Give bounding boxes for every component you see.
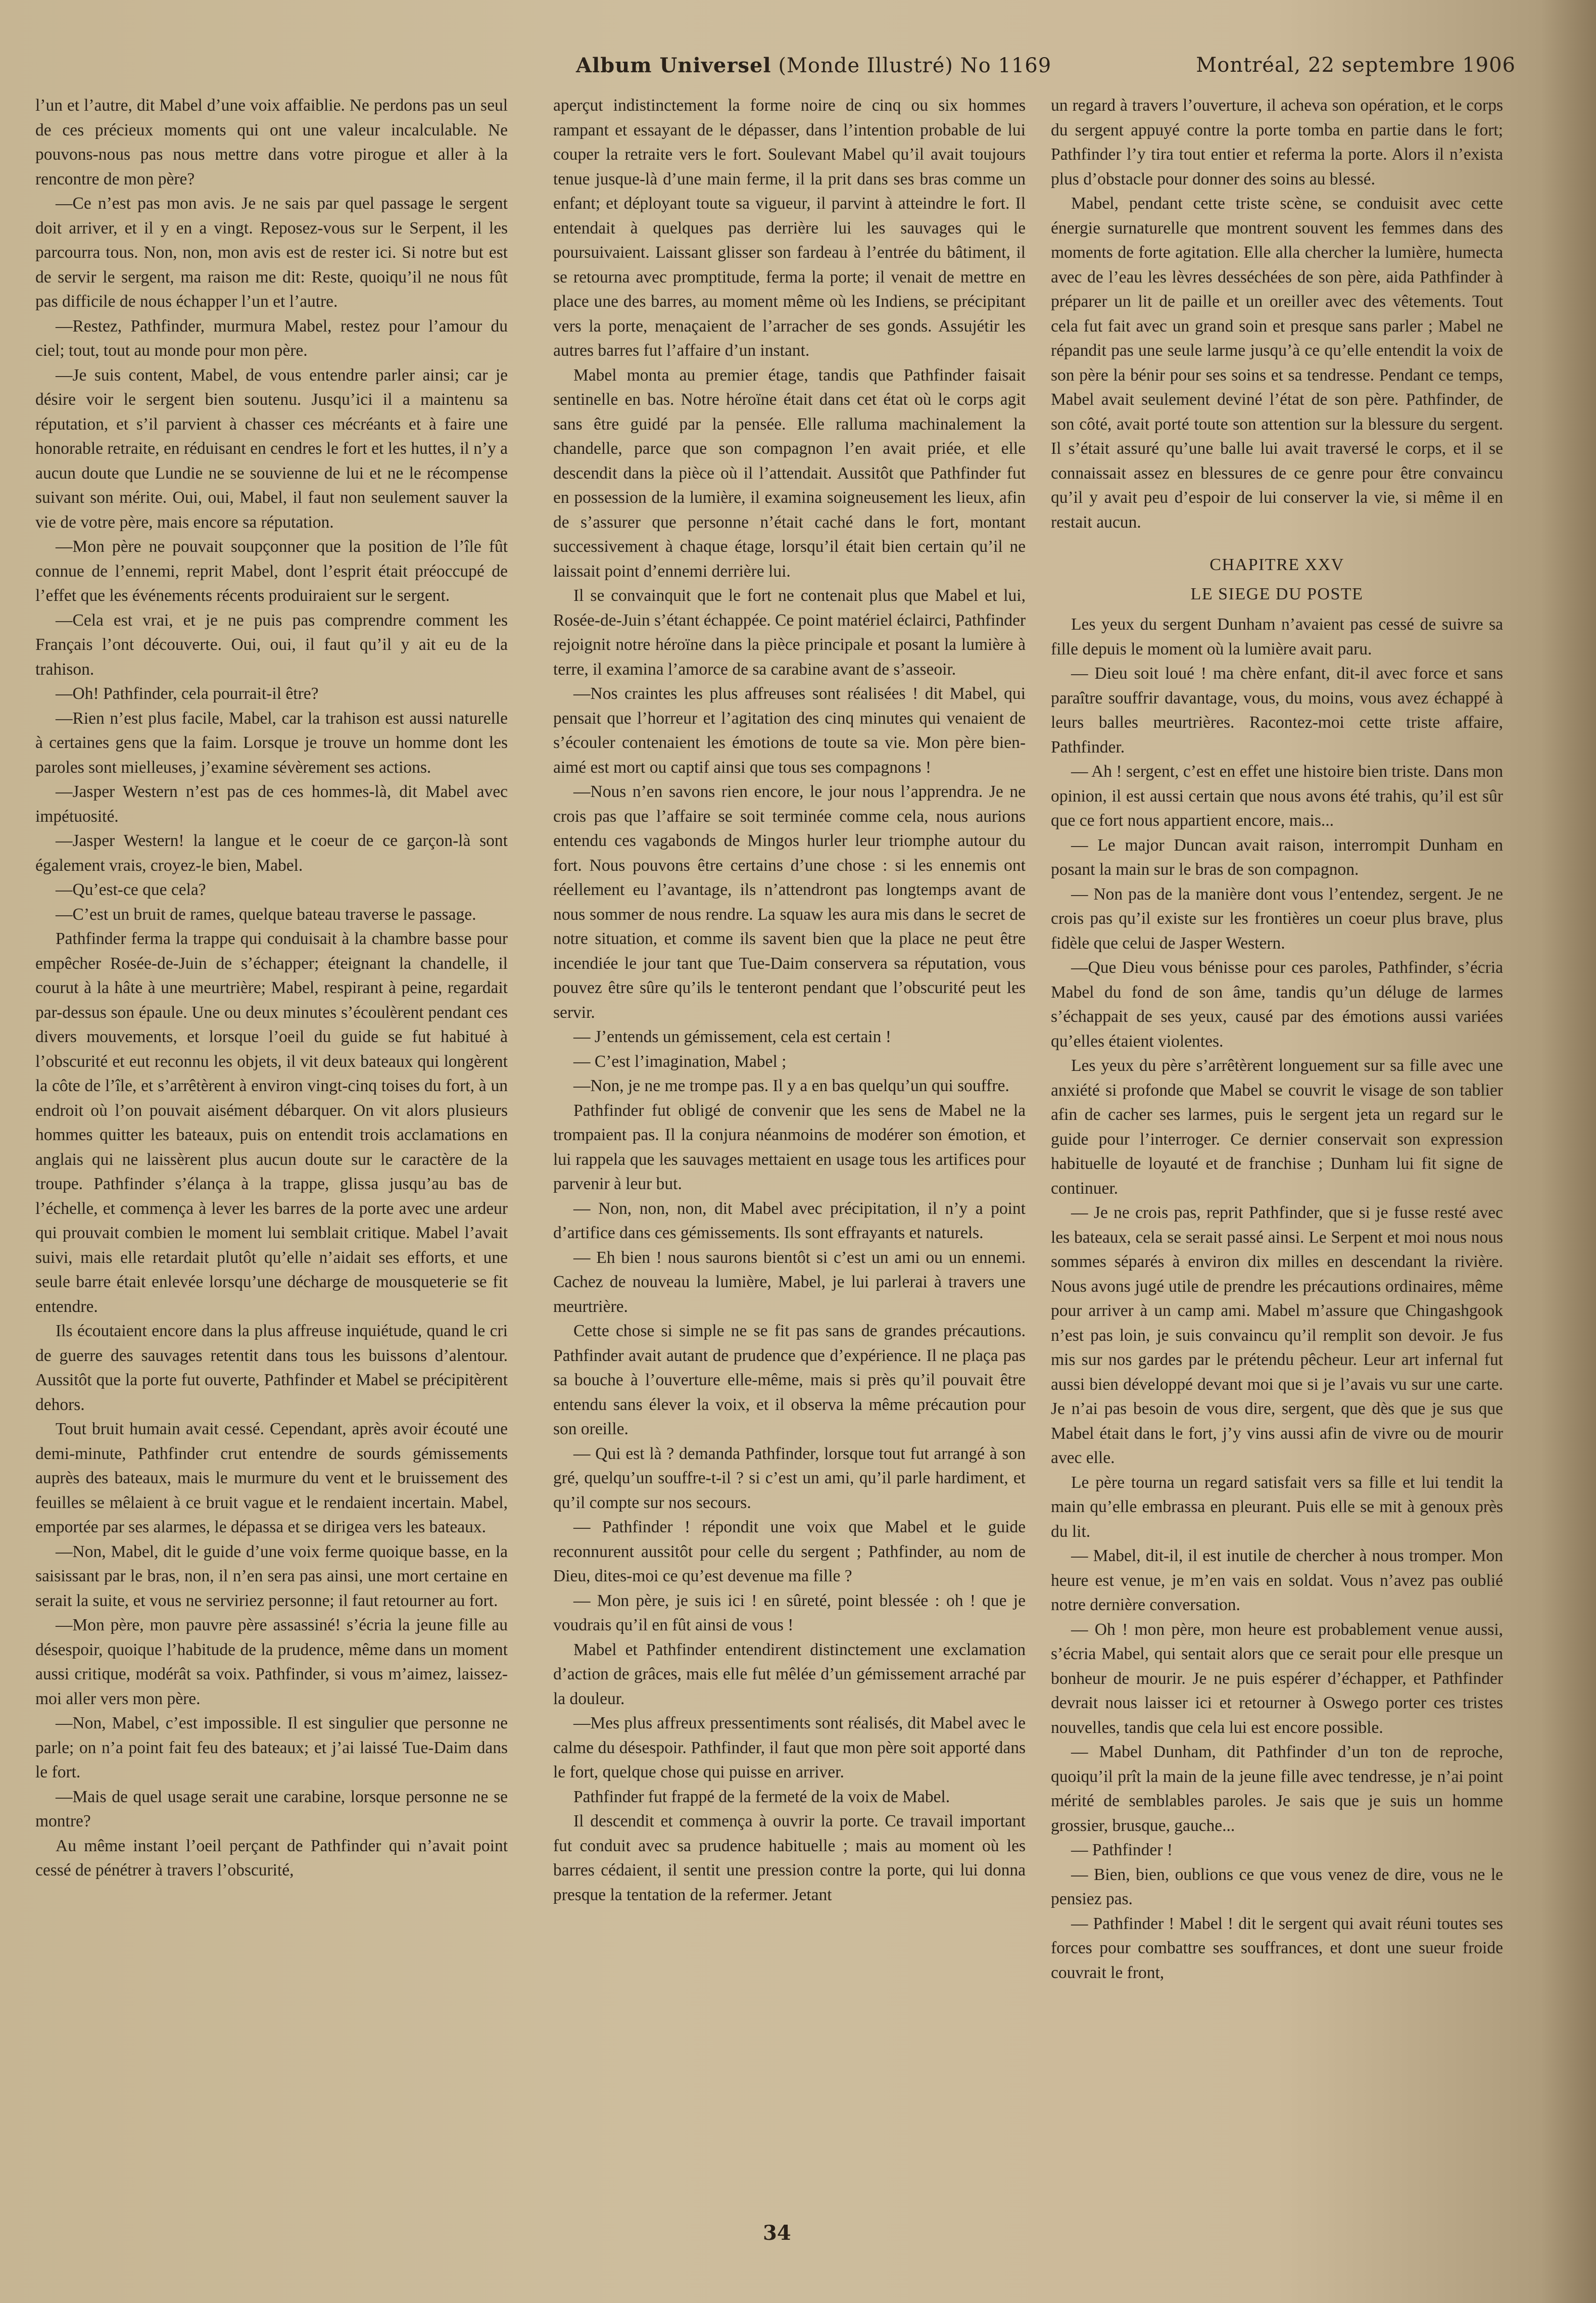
paragraph: — Eh bien ! nous saurons bientôt si c’est un ami ou un ennemi. Cachez de nouveau la lumière, Mabel, je lui parlerai à travers une meurtrière. bbox=[553, 1248, 1026, 1316]
paragraph: —Oh! Pathfinder, cela pourrait-il être? bbox=[56, 684, 319, 703]
publication-subtitle: (Monde Illustré) bbox=[778, 54, 953, 77]
paragraph: — Pathfinder ! répondit une voix que Mabel et le guide reconnurent aussitôt pour celle du sergent ; Pathfinder, au nom de Dieu, dites-moi ce qu’est devenue ma fille ? bbox=[553, 1518, 1026, 1585]
paragraph: —Cela est vrai, et je ne puis pas comprendre comment les Français l’ont découverte. Oui, oui, il faut qu’il y ait eu de la trahison. bbox=[35, 610, 508, 679]
text-column-1 bbox=[35, 93, 508, 2145]
text-column-2 bbox=[553, 93, 1026, 2145]
paragraph: Il descendit et commença à ouvrir la porte. Ce travail important fut conduit avec sa prudence habituelle ; mais au moment où les barres cédaient, il sentit une pression contre la porte, qui lui donna presque la tentation de la refermer. Jetant bbox=[553, 1812, 1026, 1904]
paragraph: — Pathfinder ! Mabel ! dit le sergent qui avait réuni toutes ses forces pour combattre ses souffrances, et dont une sueur froide couvrait le front, bbox=[1051, 1914, 1503, 1982]
paragraph: —Mes plus affreux pressentiments sont réalisés, dit Mabel avec le calme du désespoir. Pathfinder, il faut que mon père soit apporté dans le fort, quelque chose qui puisse en arriver. bbox=[553, 1714, 1026, 1781]
paragraph: —C’est un bruit de rames, quelque bateau traverse le passage. bbox=[56, 905, 476, 924]
paragraph: aperçut indistinctement la forme noire de cinq ou six hommes rampant et essayant de le dépasser, dans l’intention probable de lui couper la retraite vers le fort. Soulevant Mabel qu’il avait toujours tenue jusque-là d’une main ferme, il la prit dans ses bras comme un enfant; et déployant toute sa vigueur, il parvint à atteindre le fort. Il entendait à quelques pas derrière lui les sauvages qui le poursuivaient. Laissant glisser son fardeau à l’entrée du bâtiment, il se retourna avec promptitude, ferma la porte; il venait de mettre en place une des barres, au moment même où les Indiens, se précipitant vers la porte, menaçaient de l’arracher de ses gonds. Assujétir les autres barres fut l’affaire d’un instant. bbox=[553, 96, 1026, 360]
paragraph: Mabel et Pathfinder entendirent distinctement une exclamation d’action de grâces, mais elle fut mêlée d’un gémissement arraché par la douleur. bbox=[553, 1640, 1026, 1708]
paragraph: — Non, non, non, dit Mabel avec précipitation, il n’y a point d’artifice dans ces gémissements. Ils sont effrayants et naturels. bbox=[553, 1199, 1026, 1242]
paragraph: Pathfinder fut obligé de convenir que les sens de Mabel ne la trompaient pas. Il la conjura néanmoins de modérer son émotion, et lui rappela que les sauvages mettaient en usage tous les artifices pour parvenir à leur but. bbox=[553, 1101, 1026, 1193]
paragraph: — J’entends un gémissement, cela est certain ! bbox=[573, 1027, 891, 1046]
paragraph: —Qu’est-ce que cela? bbox=[56, 880, 206, 899]
paragraph: —Que Dieu vous bénisse pour ces paroles, Pathfinder, s’écria Mabel du fond de son âme, tandis qu’un déluge de larmes s’échappait de ses yeux, causé par des émotions aussi variées qu’elles étaient violentes. bbox=[1051, 958, 1503, 1051]
paragraph: — Oh ! mon père, mon heure est probablement venue aussi, s’écria Mabel, qui sentait alors que ce serait pour elle presque un bonheur de mourir. Je ne puis espérer d’échapper, et Pathfinder devrait nous laisser ici et retourner à Oswego porter ces tristes nouvelles, tandis que cela lui est encore possible. bbox=[1051, 1620, 1503, 1737]
paragraph: Ils écoutaient encore dans la plus affreuse inquiétude, quand le cri de guerre des sauvages retentit dans tous les buissons d’alentour. Aussitôt que la porte fut ouverte, Pathfinder et Mabel se précipitèrent dehors. bbox=[35, 1322, 508, 1414]
paragraph: — Bien, bien, oublions ce que vous venez de dire, vous ne le pensiez pas. bbox=[1051, 1865, 1503, 1908]
paragraph: —Nous n’en savons rien encore, le jour nous l’apprendra. Je ne crois pas que l’affaire se soit terminée comme cela, nous aurions entendu ces vagabonds de Mingos hurler leur triomphe autour du fort. Nous pouvons être certains d’une chose : si les ennemis ont réellement eu l’avantage, ils n’attendront pas longtemps avant de nous sommer de nous rendre. La squaw les aura mis dans le secret de notre situation, et comme ils savent bien que la place ne peut être incendiée le jour tant que Tue-Daim conservera sa réputation, vous pouvez être sûre qu’ils le tenteront pendant que l’obscurité peut les servir. bbox=[553, 782, 1026, 1022]
paragraph: — Qui est là ? demanda Pathfinder, lorsque tout fut arrangé à son gré, quelqu’un souffre-t-il ? si c’est un ami, qu’il parle hardiment, et qu’il compte sur nos secours. bbox=[553, 1444, 1026, 1512]
text-column-3 bbox=[1051, 93, 1503, 2145]
chapter-title: CHAPITRE XXV bbox=[1210, 555, 1344, 574]
column-3-text-after bbox=[1051, 613, 1503, 1985]
paragraph: — C’est l’imagination, Mabel ; bbox=[573, 1052, 787, 1071]
publication-title: Album Universel bbox=[576, 54, 771, 77]
paragraph: Les yeux du sergent Dunham n’avaient pas cessé de suivre sa fille depuis le moment où la lumière avait paru. bbox=[1051, 615, 1503, 659]
paragraph: —Restez, Pathfinder, murmura Mabel, restez pour l’amour du ciel; tout, tout au monde pour mon père. bbox=[35, 316, 508, 360]
paragraph: — Mon père, je suis ici ! en sûreté, point blessée : oh ! que je voudrais qu’il en fût ainsi de vous ! bbox=[553, 1591, 1026, 1634]
paragraph: Au même instant l’oeil perçant de Pathfinder qui n’avait point cessé de pénétrer à travers l’obscurité, bbox=[35, 1836, 508, 1879]
paragraph: —Mais de quel usage serait une carabine, lorsque personne ne se montre? bbox=[35, 1787, 508, 1830]
paragraph: Cette chose si simple ne se fit pas sans de grandes précautions. Pathfinder avait autant de prudence que d’expérience. Il ne plaça pas sa bouche à l’ouverture elle-même, mais si près qu’il pouvait être entendu sans élever la voix, et il observa la même précaution pour son oreille. bbox=[553, 1322, 1026, 1438]
paragraph: Il se convainquit que le fort ne contenait plus que Mabel et lui, Rosée-de-Juin s’étant échappée. Ce point matériel éclairci, Pathfinder rejoignit notre héroïne dans la pièce principale et posant la lumière à terre, il examina l’amorce de sa carabine avant de s’asseoir. bbox=[553, 586, 1026, 679]
paragraph: Tout bruit humain avait cessé. Cependant, après avoir écouté une demi-minute, Pathfinder crut entendre de sourds gémissements auprès des bateaux, mais le murmure du vent et le bruissement des feuilles se mêlaient à ce bruit vague et le rendaient incertain. Mabel, emportée par ses alarmes, le dépassa et se dirigea vers les bateaux. bbox=[35, 1420, 508, 1536]
paragraph: — Le major Duncan avait raison, interrompit Dunham en posant la main sur le bras de son compagnon. bbox=[1051, 835, 1503, 879]
paragraph: — Non pas de la manière dont vous l’entendez, sergent. Je ne crois pas qu’il existe sur les frontières un coeur plus brave, plus fidèle que celui de Jasper Western. bbox=[1051, 884, 1503, 953]
paragraph: Le père tourna un regard satisfait vers sa fille et lui tendit la main qu’elle embrassa en pleurant. Puis elle se mit à genoux près du lit. bbox=[1051, 1473, 1503, 1541]
paragraph: —Jasper Western! la langue et le coeur de ce garçon-là sont également vrais, croyez-le bien, Mabel. bbox=[35, 831, 508, 875]
paragraph: Pathfinder ferma la trappe qui conduisait à la chambre basse pour empêcher Rosée-de-Juin de s’échapper; éteignant la chandelle, il courut à la hâte à une meurtrière; Mabel, respirant à peine, regardait par-dessus son épaule. Une ou deux minutes s’écoulèrent pendant ces divers mouvements, et lorsque l’oeil du guide se fut habitué à l’obscurité et eut reconnu les objets, il vit deux bateaux qui longèrent la côte de l’île, et s’arrêtèrent à environ vingt-cinq toises du fort, à un endroit où l’on pouvait aisément débarquer. On vit alors plusieurs hommes quitter les bateaux, puis on entendit trois acclamations en anglais qui ne laissèrent plus aucun doute sur le caractère de la troupe. Pathfinder s’élança à la trappe, glissa jusqu’au bas de l’échelle, et commença à lever les barres de la porte avec une ardeur qui prouvait combien le moment lui semblait critique. Mabel l’avait suivi, mais elle retardait plutôt qu’elle n’aidait ses efforts, et une seule barre était enlevée lorsqu’une décharge de mousqueterie se fit entendre. bbox=[35, 929, 508, 1316]
chapter-subtitle: LE SIEGE DU POSTE bbox=[1190, 585, 1364, 603]
paragraph: —Ce n’est pas mon avis. Je ne sais par quel passage le sergent doit arriver, et il y en a vingt. Reposez-vous sur le Serpent, il les parcourra tous. Non, non, mon avis est de rester ici. Si notre but est de servir le sergent, ma raison me dit: Reste, quoiqu’il ne nous fût pas difficile de nous échapper l’un et l’autre. bbox=[35, 194, 508, 311]
paragraph: —Non, Mabel, dit le guide d’une voix ferme quoique basse, en la saisissant par le bras, non, il n’en sera pas ainsi, une mort certaine en serait la suite, et vous ne serviriez personne; il faut retourner au fort. bbox=[35, 1542, 508, 1610]
page-number: 34 bbox=[763, 2221, 791, 2245]
page-edge-shadow bbox=[1540, 0, 1596, 2303]
paragraph: l’un et l’autre, dit Mabel d’une voix affaiblie. Ne perdons pas un seul de ces précieux moments qui ont une valeur incalculable. Ne pouvons-nous pas nous mettre dans votre pirogue et aller à la rencontre de mon père? bbox=[35, 96, 508, 189]
paragraph: — Dieu soit loué ! ma chère enfant, dit-il avec force et sans paraître souffrir davantage, vous, du moins, vous avez échappé à leurs balles meurtrières. Racontez-moi cette triste affaire, Pathfinder. bbox=[1051, 664, 1503, 757]
paragraph: un regard à travers l’ouverture, il acheva son opération, et le corps du sergent appuyé contre la porte tomba en partie dans le fort; Pathfinder l’y tira tout entier et referma la porte. Alors il n’exista plus d’obstacle pour donner des soins au blessé. bbox=[1051, 96, 1503, 189]
paragraph: Les yeux du père s’arrêtèrent longuement sur sa fille avec une anxiété si profonde que Mabel se couvrit le visage de son tablier afin de cacher ses larmes, puis le sergent jeta un regard sur le guide pour l’interroger. Ce dernier conservait son expression habituelle de loyauté et de franchise ; Dunham lui fit signe de continuer. bbox=[1051, 1056, 1503, 1198]
page-header bbox=[40, 51, 1516, 91]
paragraph: Pathfinder fut frappé de la fermeté de la voix de Mabel. bbox=[573, 1787, 950, 1806]
issue-date: Montréal, 22 septembre 1906 bbox=[1196, 54, 1516, 77]
column-3-text-before bbox=[1051, 93, 1503, 535]
publication-line bbox=[576, 54, 1051, 77]
paragraph: —Mon père, mon pauvre père assassiné! s’écria la jeune fille au désespoir, quoique l’habitude de la prudence, même dans un moment aussi critique, modérât sa voix. Pathfinder, si vous m’aimez, laissez-moi aller vers mon père. bbox=[35, 1616, 508, 1708]
paragraph: — Je ne crois pas, reprit Pathfinder, que si je fusse resté avec les bateaux, cela se serait passé ainsi. Le Serpent et moi nous nous sommes séparés à environ dix milles en descendant la rivière. Nous avons jugé utile de prendre les précautions ordinaires, même pour arriver à un camp ami. Mabel m’assure que Chingashgook n’est pas loin, je suis convaincu qu’il remplit son devoir. Je fus mis sur nos gardes par le prétendu pêcheur. Leur art infernal fut aussi bien développé devant moi que si je l’avais vu sur une carte. Je n’ai pas besoin de vous dire, sergent, que dès que je sus que Mabel était dans le fort, j’y vins aussi afin de vivre ou de mourir avec elle. bbox=[1051, 1203, 1503, 1467]
paragraph: —Je suis content, Mabel, de vous entendre parler ainsi; car je désire voir le sergent bien soutenu. Jusqu’ici il a maintenu sa réputation, et s’il parvient à chasser ces mécréants et à faire une honorable retraite, en réduisant en cendres le fort et les huttes, il n’y a aucun doute que Lundie ne se souvienne de lui et ne le récompense suivant son mérite. Oui, oui, Mabel, il faut non seulement sauver la vie de votre père, mais encore sa réputation. bbox=[35, 365, 508, 532]
issue-number: No 1169 bbox=[960, 54, 1052, 77]
paragraph: Mabel monta au premier étage, tandis que Pathfinder faisait sentinelle en bas. Notre héroïne était dans cet état où le corps agit sans être guidé par la pensée. Elle ralluma machinalement la chandelle, parce que son compagnon l’en avait priée, et elle descendit dans la pièce où il l’attendait. Aussitôt que Pathfinder fut en possession de la lumière, il examina soigneusement les lieux, afin de s’assurer que personne n’était caché dans le fort, montant successivement à chaque étage, lorsqu’il était bien certain qu’il ne laissait point d’ennemi derrière lui. bbox=[553, 365, 1026, 581]
paragraph: — Ah ! sergent, c’est en effet une histoire bien triste. Dans mon opinion, il est aussi certain que nous avons été trahis, qu’il est sûr que ce fort nous appartient encore, mais... bbox=[1051, 762, 1503, 830]
paragraph: — Mabel, dit-il, il est inutile de chercher à nous tromper. Mon heure est venue, je m’en vais en soldat. Vous n’avez pas oublié notre dernière conversation. bbox=[1051, 1546, 1503, 1614]
paragraph: —Rien n’est plus facile, Mabel, car la trahison est aussi naturelle à certaines gens que la faim. Lorsque je trouve un homme dont les paroles sont mielleuses, j’examine sévèrement ses actions. bbox=[35, 709, 508, 777]
paragraph: — Pathfinder ! bbox=[1071, 1841, 1173, 1859]
paragraph: —Mon père ne pouvait soupçonner que la position de l’île fût connue de l’ennemi, reprit Mabel, dont l’esprit était préoccupé de l’effet que les événements récents produiraient sur le sergent. bbox=[35, 537, 508, 605]
paragraph: —Non, Mabel, c’est impossible. Il est singulier que personne ne parle; on n’a point fait feu des bateaux; et j’ai laissé Tue-Daim dans le fort. bbox=[35, 1714, 508, 1781]
paragraph: —Non, je ne me trompe pas. Il y a en bas quelqu’un qui souffre. bbox=[573, 1076, 1009, 1095]
paragraph: —Nos craintes les plus affreuses sont réalisées ! dit Mabel, qui pensait que l’horreur et l’agitation des cinq minutes qui venaient de s’écouler contenaient les émotions de toute sa vie. Mon père bien-aimé est mort ou captif ainsi que tous ses compagnons ! bbox=[553, 684, 1026, 777]
paragraph: — Mabel Dunham, dit Pathfinder d’un ton de reproche, quoiqu’il prît la main de la jeune fille avec tendresse, je n’ai point mérité de semblables paroles. Je sais que je suis un homme grossier, brusque, gauche... bbox=[1051, 1743, 1503, 1835]
paragraph: Mabel, pendant cette triste scène, se conduisit avec cette énergie surnaturelle que montrent souvent les femmes dans des moments de forte agitation. Elle alla chercher la lumière, humecta avec de l’eau les lèvres desséchées de son père, aida Pathfinder à préparer un lit de paille et un oreiller avec des vêtements. Tout cela fut fait avec un grand soin et presque sans parler ; Mabel ne répandit pas une seule larme jusqu’à ce qu’elle entendit la voix de son père la bénir pour ses soins et sa tendresse. Pendant ce temps, Mabel avait seulement deviné l’état de son père. Pathfinder, de son côté, avait porté toute son attention sur la blessure du sergent. Il s’était assuré qu’une balle lui avait traversé le corps, et il se connaissait assez en blessures de ce genre pour être convaincu qu’il y avait peu d’espoir de lui conserver la vie, si même il en restait aucun. bbox=[1051, 194, 1503, 532]
paragraph: —Jasper Western n’est pas de ces hommes-là, dit Mabel avec impétuosité. bbox=[35, 782, 508, 826]
